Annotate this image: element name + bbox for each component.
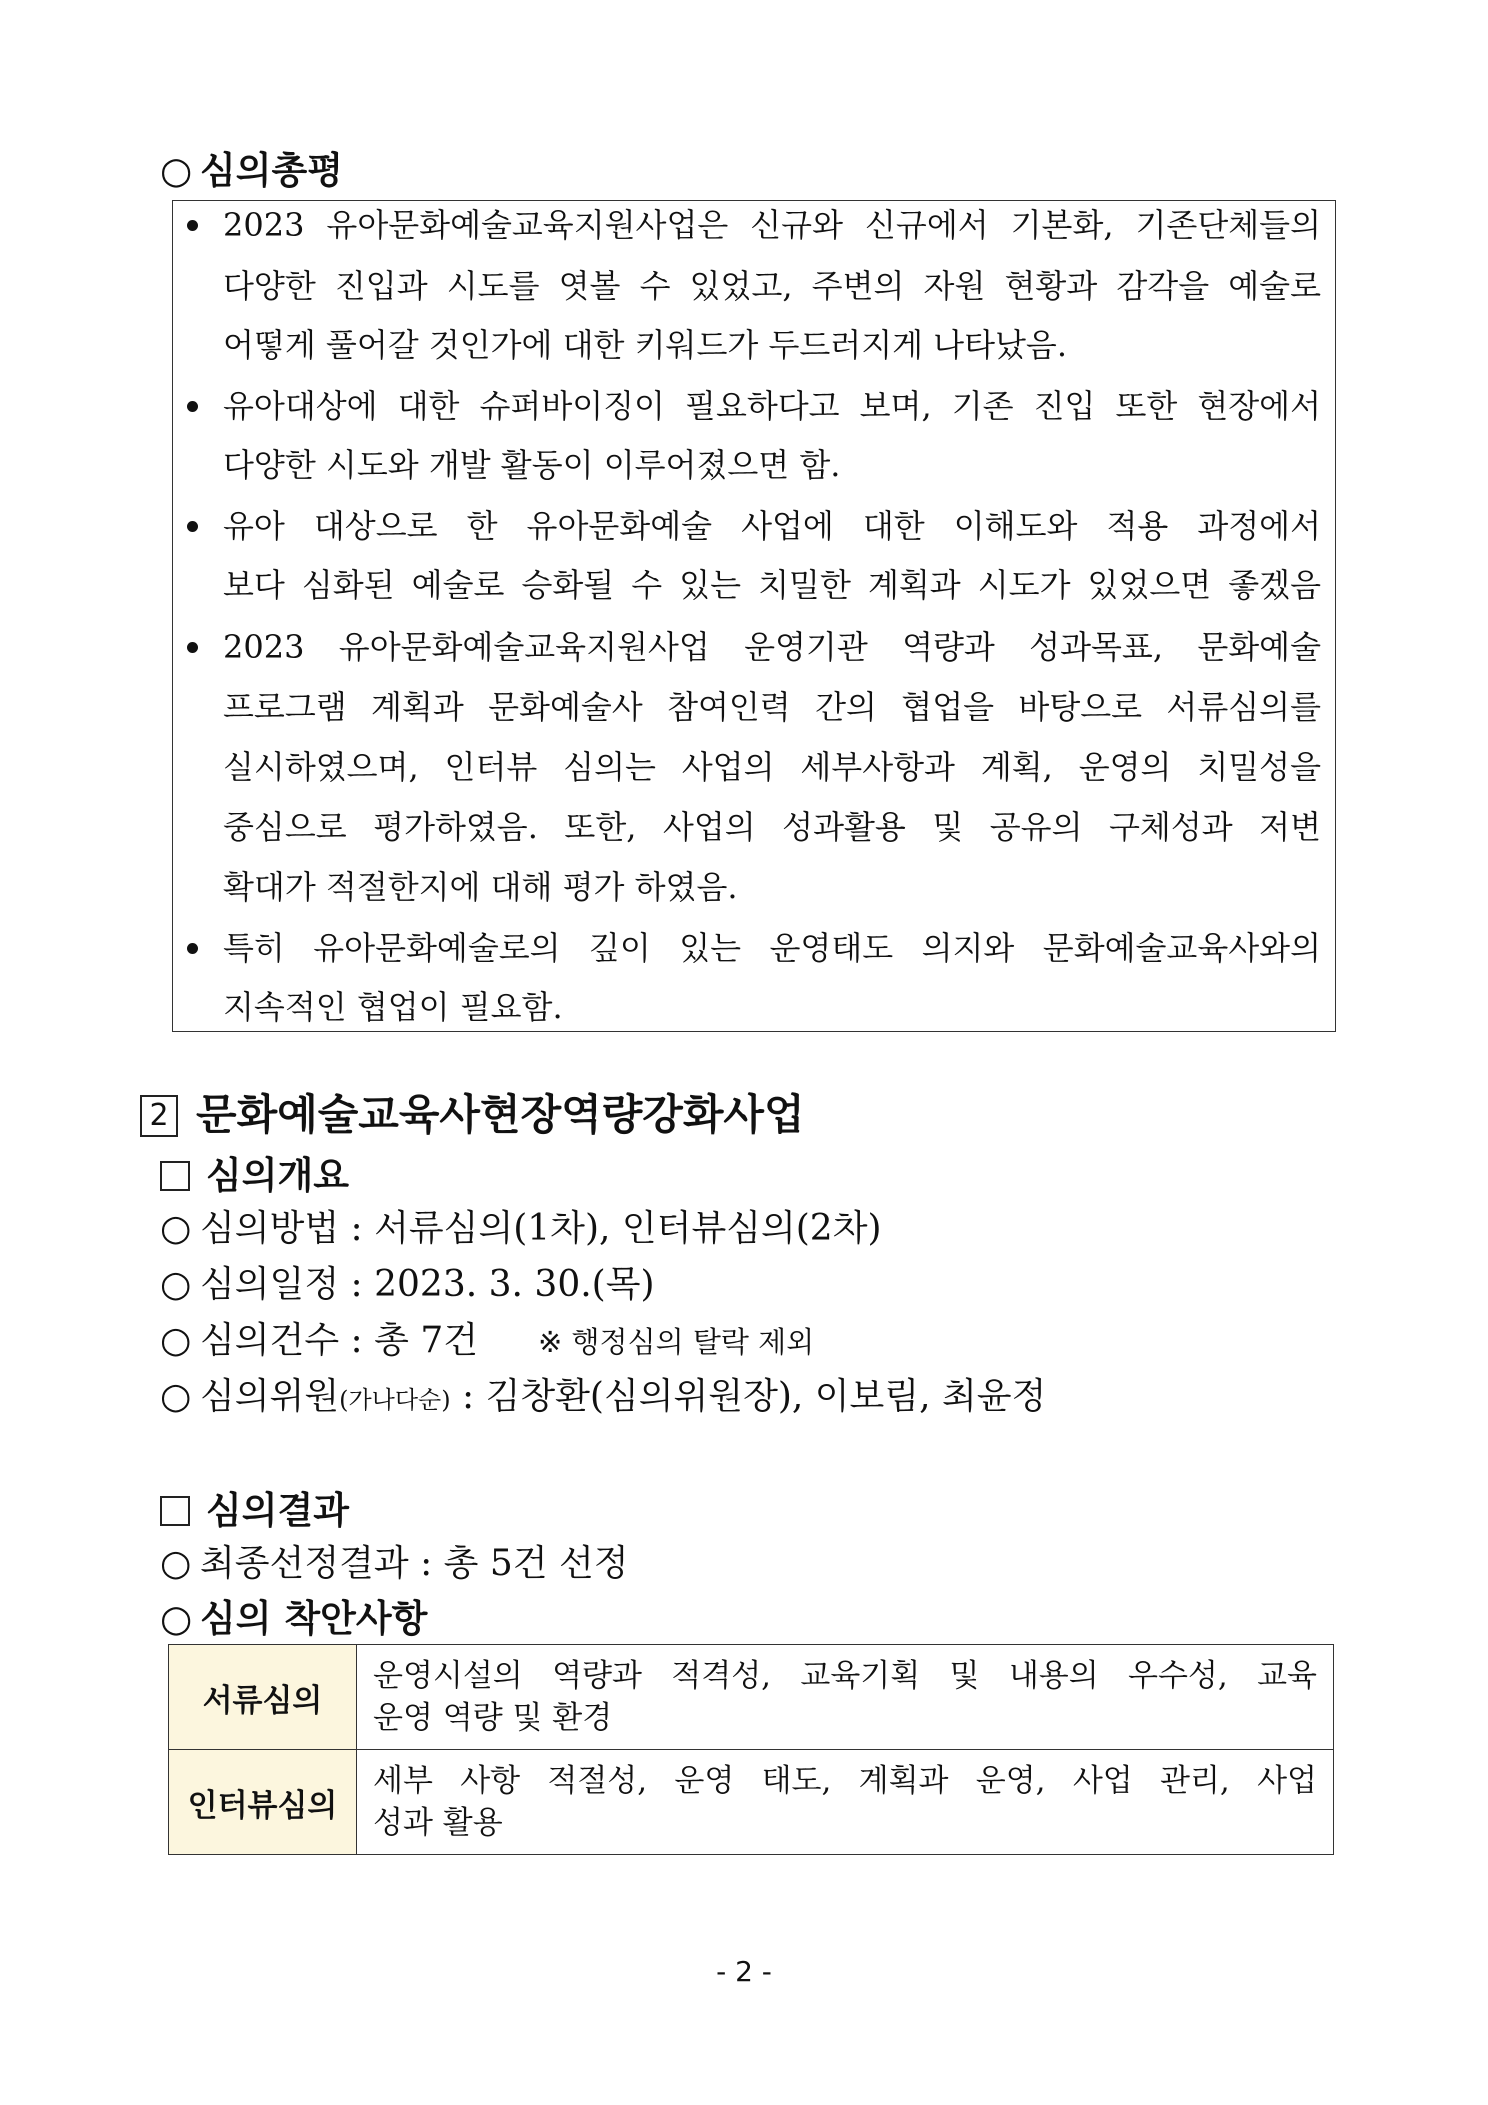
bullet-5-line-2: 지속적인 협업이 필요함. [223, 988, 563, 1026]
review-summary-heading: ○ 심의총평 [160, 149, 343, 192]
review-members-row: ○ 심의위원(가나다순) : 김창환(심의위원장), 이보림, 최윤정 [160, 1376, 1047, 1417]
circle-marker-icon: ○ [160, 1376, 192, 1417]
square-marker-icon [160, 1161, 190, 1191]
bullet-1-line-1: 2023 유아문화예술교육지원사업은 신규와 신규에서 기본화, 기존단체들의 [223, 206, 1321, 244]
circle-marker-icon: ○ [160, 1208, 192, 1249]
review-method-row: ○ 심의방법 : 서류심의(1차), 인터뷰심의(2차) [160, 1208, 882, 1249]
bullet-icon [187, 642, 198, 653]
circle-marker-icon: ○ [160, 1264, 192, 1305]
bullet-icon [187, 401, 198, 412]
count-note: ※ 행정심의 탈락 제외 [538, 1325, 815, 1359]
final-selection-row: ○ 최종선정결과 : 총 5건 선정 [160, 1543, 629, 1584]
bullet-1-line-2: 다양한 진입과 시도를 엿볼 수 있었고, 주변의 자원 현황과 감각을 예술로 [223, 267, 1321, 305]
bullet-4-line-3: 실시하였으며, 인터뷰 심의는 사업의 세부사항과 계획, 운영의 치밀성을 [223, 748, 1321, 786]
overview-heading: 심의개요 [160, 1145, 349, 1199]
result-heading: 심의결과 [160, 1480, 349, 1534]
bullet-4-line-5: 확대가 적절한지에 대해 평가 하였음. [223, 868, 738, 906]
bullet-icon [187, 220, 198, 231]
circle-marker-icon: ○ [160, 1320, 192, 1361]
bullet-3-line-2: 보다 심화된 예술로 승화될 수 있는 치밀한 계획과 시도가 있었으면 좋겠음 [223, 566, 1321, 604]
section-title: 2 문화예술교육사현장역량강화사업 [140, 1082, 805, 1142]
criteria-header-document: 서류심의 [169, 1645, 357, 1750]
criteria-body-document: 운영시설의 역량과 적격성, 교육기획 및 내용의 우수성, 교육 운영 역량 및 환경 [357, 1645, 1334, 1750]
page-number: - 2 - [716, 1955, 772, 1988]
circle-marker-icon: ○ [160, 149, 193, 192]
review-summary-box [172, 200, 1336, 1032]
bullet-4-line-4: 중심으로 평가하였음. 또한, 사업의 성과활용 및 공유의 구체성과 저변 [223, 808, 1321, 846]
table-row [169, 1645, 1334, 1750]
bullet-icon [187, 943, 198, 954]
circle-marker-icon: ○ [160, 1597, 193, 1640]
criteria-heading: ○ 심의 착안사항 [160, 1597, 428, 1640]
square-marker-icon [160, 1496, 190, 1526]
criteria-body-interview: 세부 사항 적절성, 운영 태도, 계획과 운영, 사업 관리, 사업 성과 활용 [357, 1750, 1334, 1855]
bullet-5-line-1: 특히 유아문화예술로의 깊이 있는 운영태도 의지와 문화예술교육사와의 [223, 929, 1321, 967]
review-schedule-row: ○ 심의일정 : 2023. 3. 30.(목) [160, 1264, 655, 1305]
review-count-row: ○ 심의건수 : 총 7건 ※ 행정심의 탈락 제외 [160, 1320, 815, 1361]
section-number: 2 [140, 1095, 178, 1137]
bullet-3-line-1: 유아 대상으로 한 유아문화예술 사업에 대한 이해도와 적용 과정에서 [223, 507, 1321, 545]
table-row [169, 1750, 1334, 1855]
bullet-4-line-2: 프로그램 계획과 문화예술사 참여인력 간의 협업을 바탕으로 서류심의를 [223, 688, 1321, 726]
bullet-1-line-3: 어떻게 풀어갈 것인가에 대한 키워드가 두드러지게 나타났음. [223, 326, 1068, 364]
bullet-2-line-2: 다양한 시도와 개발 활동이 이루어졌으면 함. [223, 446, 841, 484]
criteria-table [168, 1644, 1334, 1855]
criteria-header-interview: 인터뷰심의 [169, 1750, 357, 1855]
bullet-4-line-1: 2023 유아문화예술교육지원사업 운영기관 역량과 성과목표, 문화예술 [223, 628, 1321, 666]
circle-marker-icon: ○ [160, 1543, 192, 1584]
bullet-2-line-1: 유아대상에 대한 슈퍼바이징이 필요하다고 보며, 기존 진입 또한 현장에서 [223, 387, 1321, 425]
bullet-icon [187, 521, 198, 532]
